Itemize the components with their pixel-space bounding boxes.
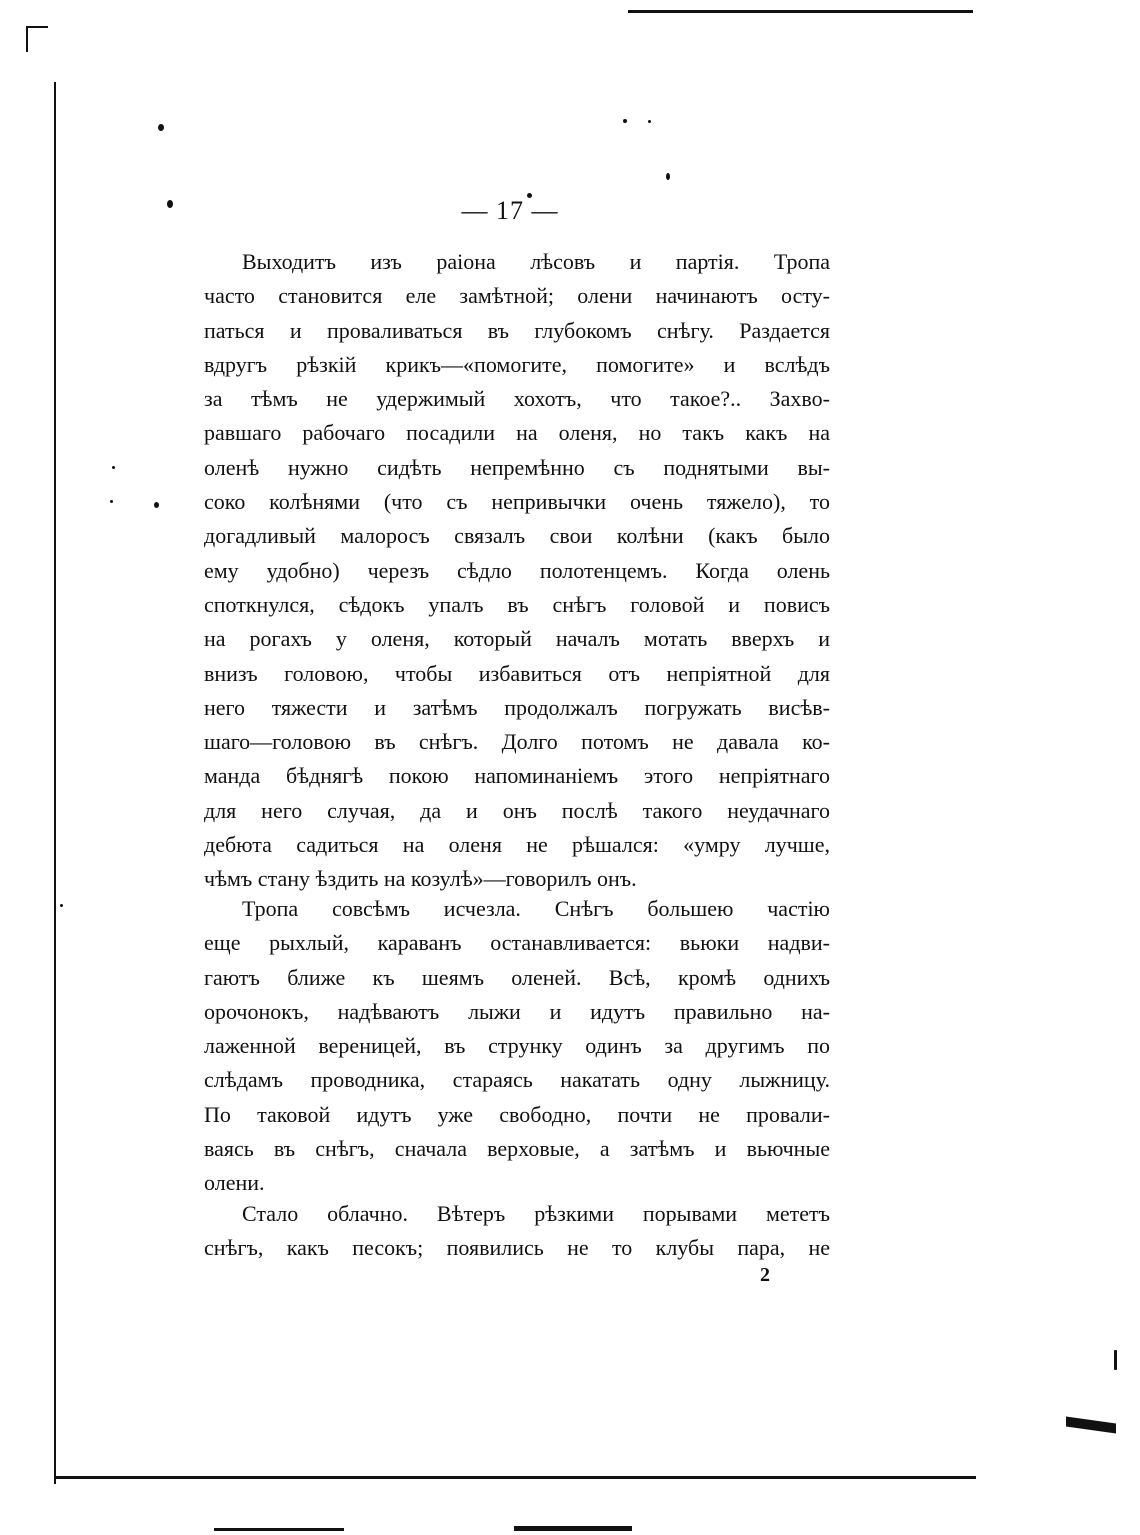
text-line: По таковой идутъ уже свободно, почти не провали- xyxy=(204,1101,830,1127)
scan-speck xyxy=(623,119,627,123)
scan-border-left xyxy=(54,82,56,1484)
scan-speck xyxy=(1114,1350,1117,1370)
scan-speck xyxy=(60,904,63,907)
text-line: паться и проваливаться въ глубокомъ снѣгу. Раздается xyxy=(204,317,830,343)
text-line: соко колѣнями (что съ непривычки очень тяжело), то xyxy=(204,489,830,515)
scan-speck xyxy=(648,120,651,123)
scan-speck xyxy=(112,466,115,469)
paragraph-1 xyxy=(204,245,830,897)
text-line: оленѣ нужно сидѣть непремѣнно съ поднятыми вы- xyxy=(204,454,830,480)
text-line: Тропа совсѣмъ исчезла. Снѣгъ большею частію xyxy=(242,896,830,921)
text-line: гаютъ ближе къ шеямъ оленей. Всѣ, кромѣ однихъ xyxy=(204,964,830,990)
text-line: для него случая, да и онъ послѣ такого неудачнаго xyxy=(204,797,830,823)
text-line: шаго—головою въ снѣгъ. Долго потомъ не давала ко- xyxy=(204,729,830,755)
signature-mark: 2 xyxy=(760,1264,770,1286)
text-line: лаженной вереницей, въ струнку одинъ за другимъ по xyxy=(204,1033,830,1059)
text-line: ваясь въ снѣгъ, сначала верховые, а затѣмъ и вьючные xyxy=(204,1136,830,1162)
scan-border-top-right xyxy=(628,10,973,13)
scan-bottom-fragment-2 xyxy=(514,1526,632,1531)
scan-bottom-fragment-1 xyxy=(214,1528,344,1531)
paragraph-2 xyxy=(204,892,830,1201)
scan-border-corner-top-h xyxy=(26,26,48,28)
text-line: чѣмъ стану ѣздить на козулѣ»—говорилъ онъ. xyxy=(204,866,637,892)
text-line: еще рыхлый, караванъ останавливается: вьюки надви- xyxy=(204,930,830,956)
text-line: споткнулся, сѣдокъ упалъ въ снѣгъ головой и повисъ xyxy=(204,591,830,617)
scan-right-mark xyxy=(1066,1416,1116,1433)
scan-speck xyxy=(158,124,164,131)
text-line: снѣгъ, какъ песокъ; появились не то клубы пара, не xyxy=(204,1235,830,1261)
text-line: за тѣмъ не удержимый хохотъ, что такое?.. Захво- xyxy=(204,386,830,412)
text-line: олени. xyxy=(204,1170,265,1196)
text-line: орочонокъ, надѣваютъ лыжи и идутъ правильно на- xyxy=(204,998,830,1024)
text-line: вдругъ рѣзкій крикъ—«помогите, помогите» и вслѣдъ xyxy=(204,351,830,377)
text-line: внизъ головою, чтобы избавиться отъ непріятной для xyxy=(204,660,830,686)
scan-speck xyxy=(167,200,173,208)
scan-speck xyxy=(154,502,159,508)
text-line: на рогахъ у оленя, который началъ мотать вверхъ и xyxy=(204,626,830,652)
scan-border-bottom xyxy=(54,1476,976,1479)
text-line: догадливый малоросъ связалъ свои колѣни (какъ было xyxy=(204,523,830,549)
page-number: — 17 — xyxy=(461,196,559,225)
text-line: манда бѣднягѣ покою напоминаніемъ этого непріятнаго xyxy=(204,763,830,789)
scan-speck xyxy=(666,173,670,180)
scan-speck xyxy=(110,500,113,503)
text-line: часто становится еле замѣтной; олени начинаютъ осту- xyxy=(204,283,830,309)
text-line: Выходитъ изъ раіона лѣсовъ и партія. Тропа xyxy=(242,249,830,274)
text-line: слѣдамъ проводника, стараясь накатать одну лыжницу. xyxy=(204,1067,830,1093)
scan-border-corner-top xyxy=(26,26,28,52)
text-line: него тяжести и затѣмъ продолжалъ погружать висѣв- xyxy=(204,694,830,720)
paragraph-3 xyxy=(204,1197,830,1266)
text-line: Стало облачно. Вѣтеръ рѣзкими порывами мететъ xyxy=(242,1201,830,1226)
text-line: ему удобно) черезъ сѣдло полотенцемъ. Когда олень xyxy=(204,557,830,583)
text-line: дебюта садиться на оленя не рѣшался: «умру лучше, xyxy=(204,832,830,858)
text-line: равшаго рабочаго посадили на оленя, но такъ какъ на xyxy=(204,420,830,446)
